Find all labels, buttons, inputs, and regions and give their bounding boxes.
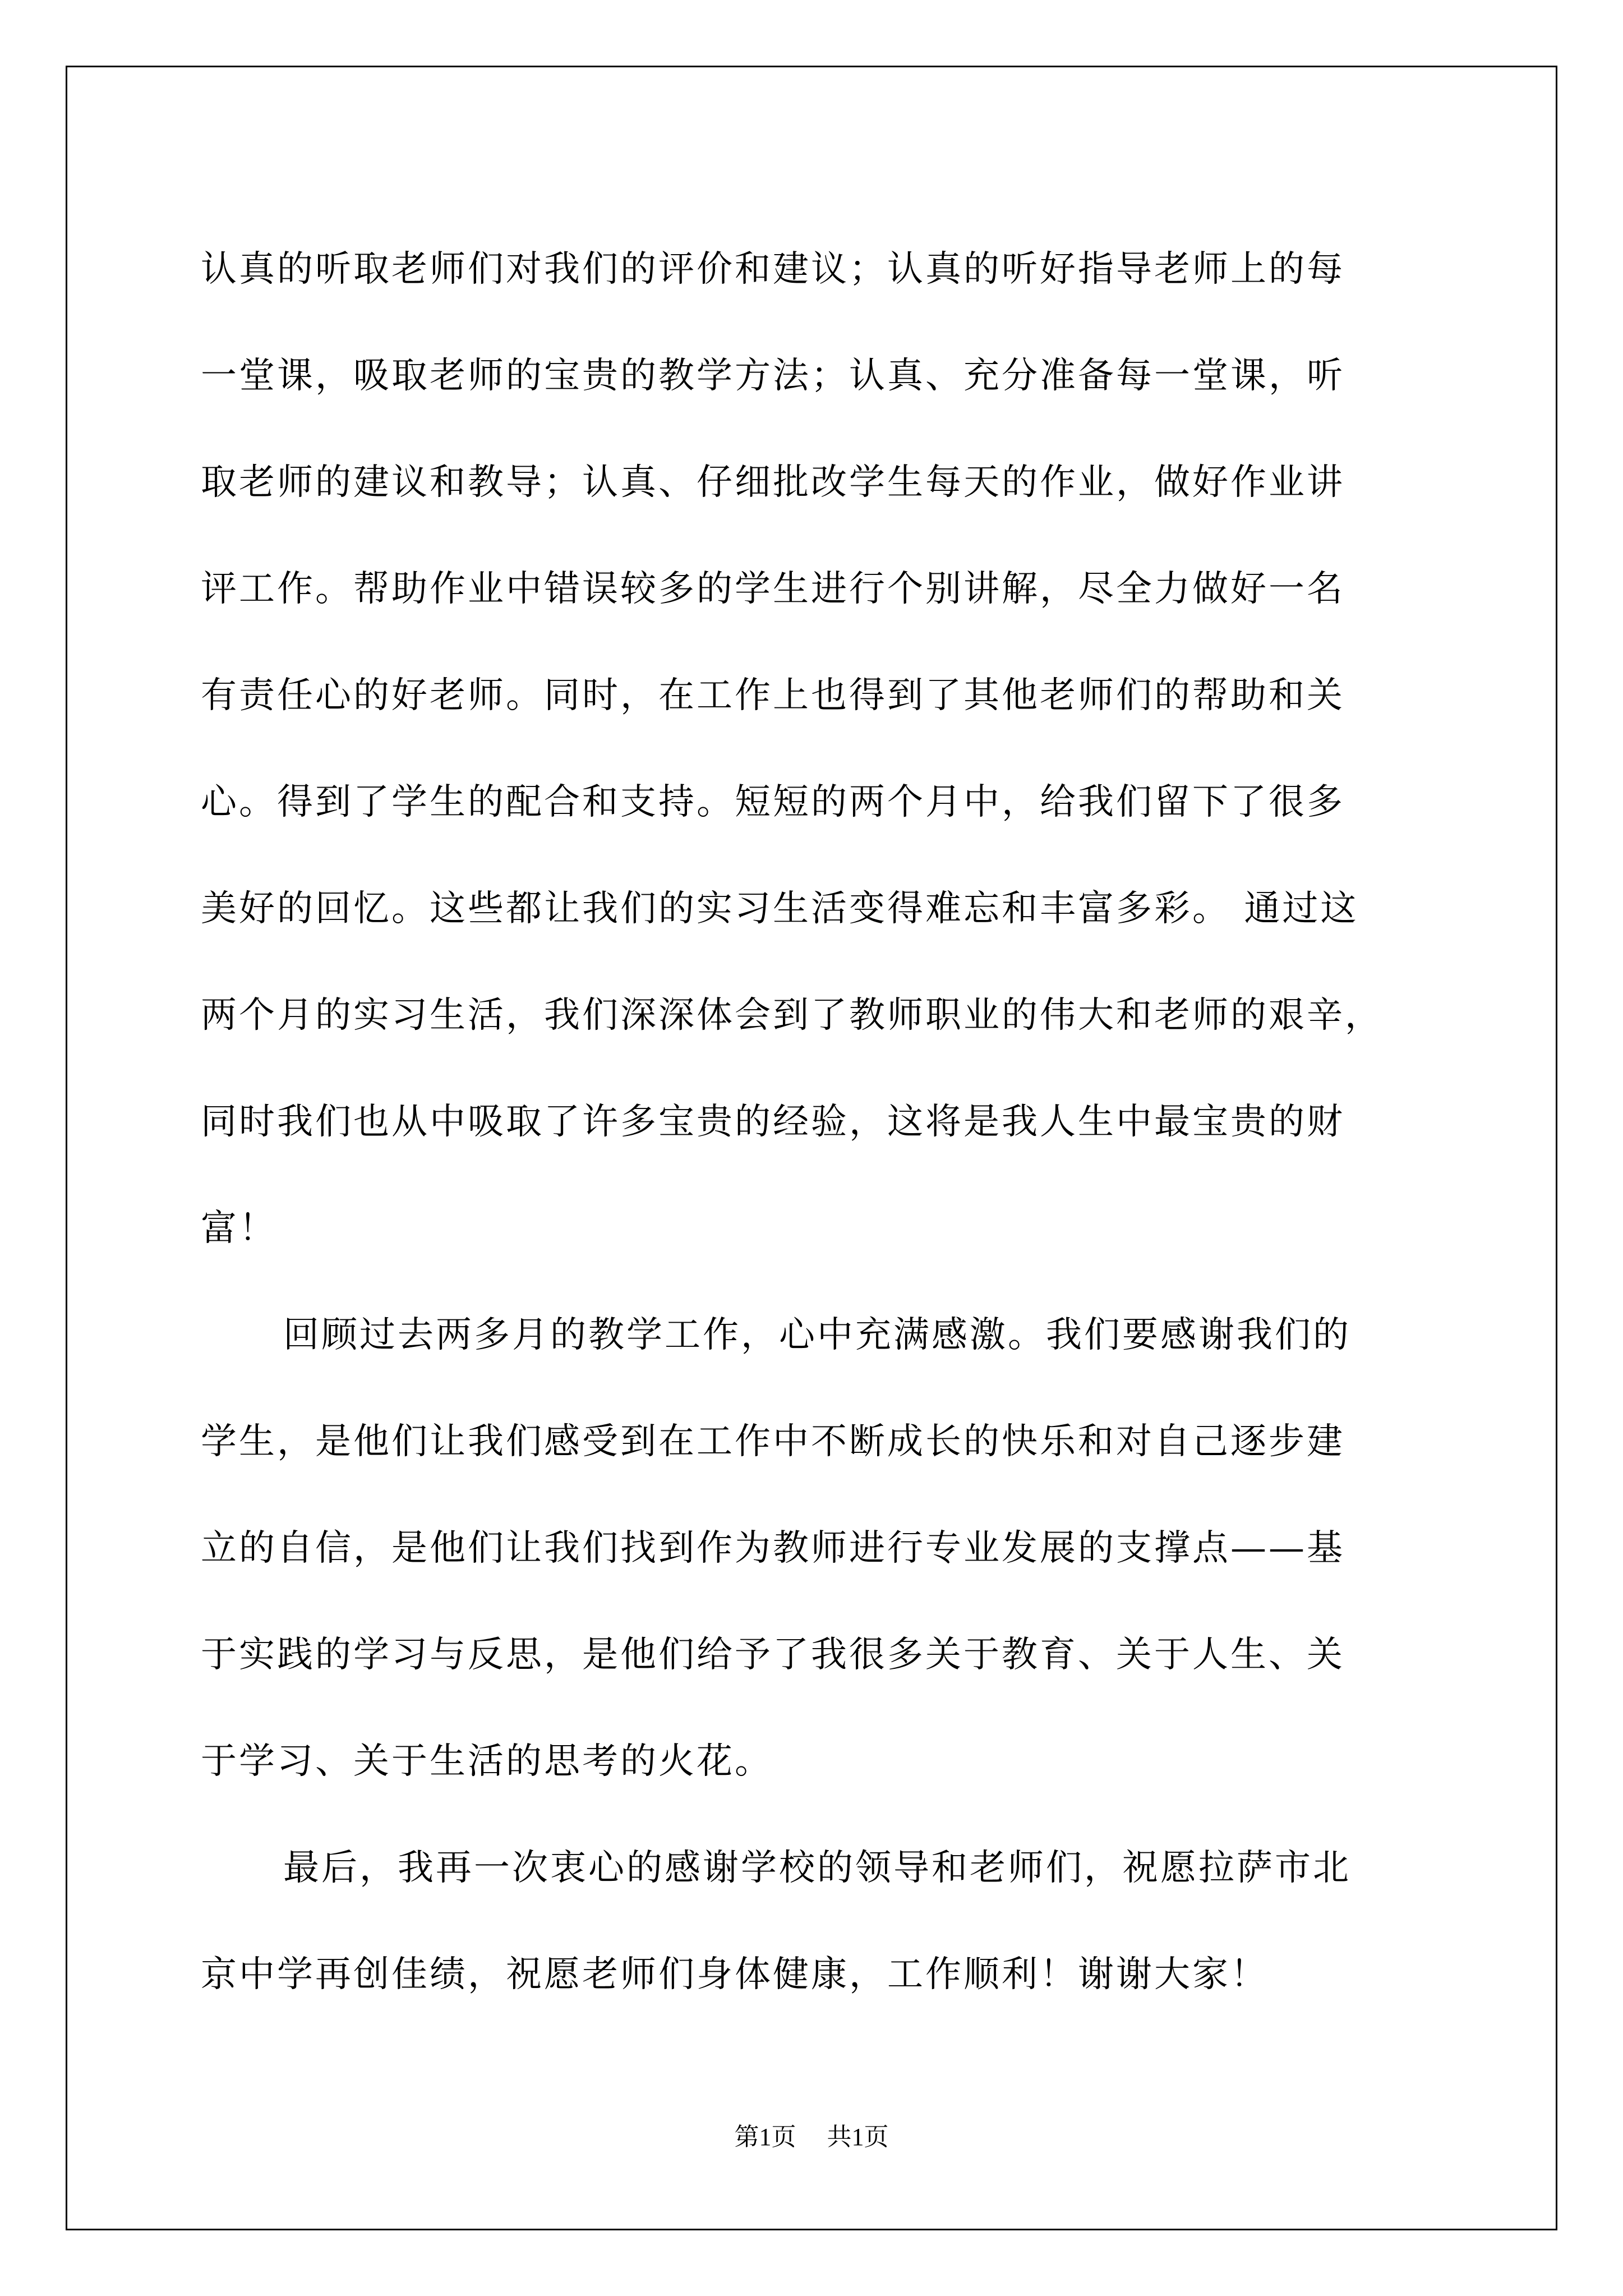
text-line: 取老师的建议和教导；认真、仔细批改学生每天的作业，做好作业讲 — [201, 462, 1345, 503]
text-line: 一堂课，吸取老师的宝贵的教学方法；认真、充分准备每一堂课，听 — [201, 355, 1345, 397]
text-line: 富！ — [201, 1208, 277, 1249]
text-line: 有责任心的好老师。同时，在工作上也得到了其他老师们的帮助和关 — [201, 675, 1345, 716]
text-line: 于实践的学习与反思，是他们给予了我很多关于教育、关于人生、关 — [201, 1634, 1345, 1676]
text-line: 两个月的实习生活，我们深深体会到了教师职业的伟大和老师的艰辛， — [201, 995, 1383, 1036]
text-line: 评工作。帮助作业中错误较多的学生进行个别讲解，尽全力做好一名 — [201, 568, 1345, 610]
text-line: 京中学再创佳绩，祝愿老师们身体健康，工作顺利！谢谢大家！ — [201, 1954, 1269, 1995]
page-number: 第1页 — [734, 2123, 796, 2151]
paragraph-start-line: 回顾过去两多月的教学工作，心中充满感激。我们要感谢我们的 — [283, 1314, 1351, 1356]
text-line: 学生，是他们让我们感受到在工作中不断成长的快乐和对自己逐步建 — [201, 1421, 1345, 1462]
text-line: 认真的听取老师们对我们的评价和建议；认真的听好指导老师上的每 — [201, 249, 1345, 290]
text-line: 同时我们也从中吸取了许多宝贵的经验，这将是我人生中最宝贵的财 — [201, 1101, 1345, 1143]
document-body — [201, 216, 1440, 2028]
page-total: 共1页 — [827, 2123, 889, 2151]
text-line: 立的自信，是他们让我们找到作为教师进行专业发展的支撑点——基 — [201, 1527, 1345, 1569]
page-footer — [0, 2120, 1623, 2154]
text-line: 于学习、关于生活的思考的火花。 — [201, 1741, 773, 1782]
text-line: 心。得到了学生的配合和支持。短短的两个月中，给我们留下了很多 — [201, 781, 1345, 823]
text-line: 美好的回忆。这些都让我们的实习生活变得难忘和丰富多彩。 通过这 — [201, 888, 1359, 930]
paragraph-start-line: 最后，我再一次衷心的感谢学校的领导和老师们，祝愿拉萨市北 — [283, 1847, 1351, 1889]
